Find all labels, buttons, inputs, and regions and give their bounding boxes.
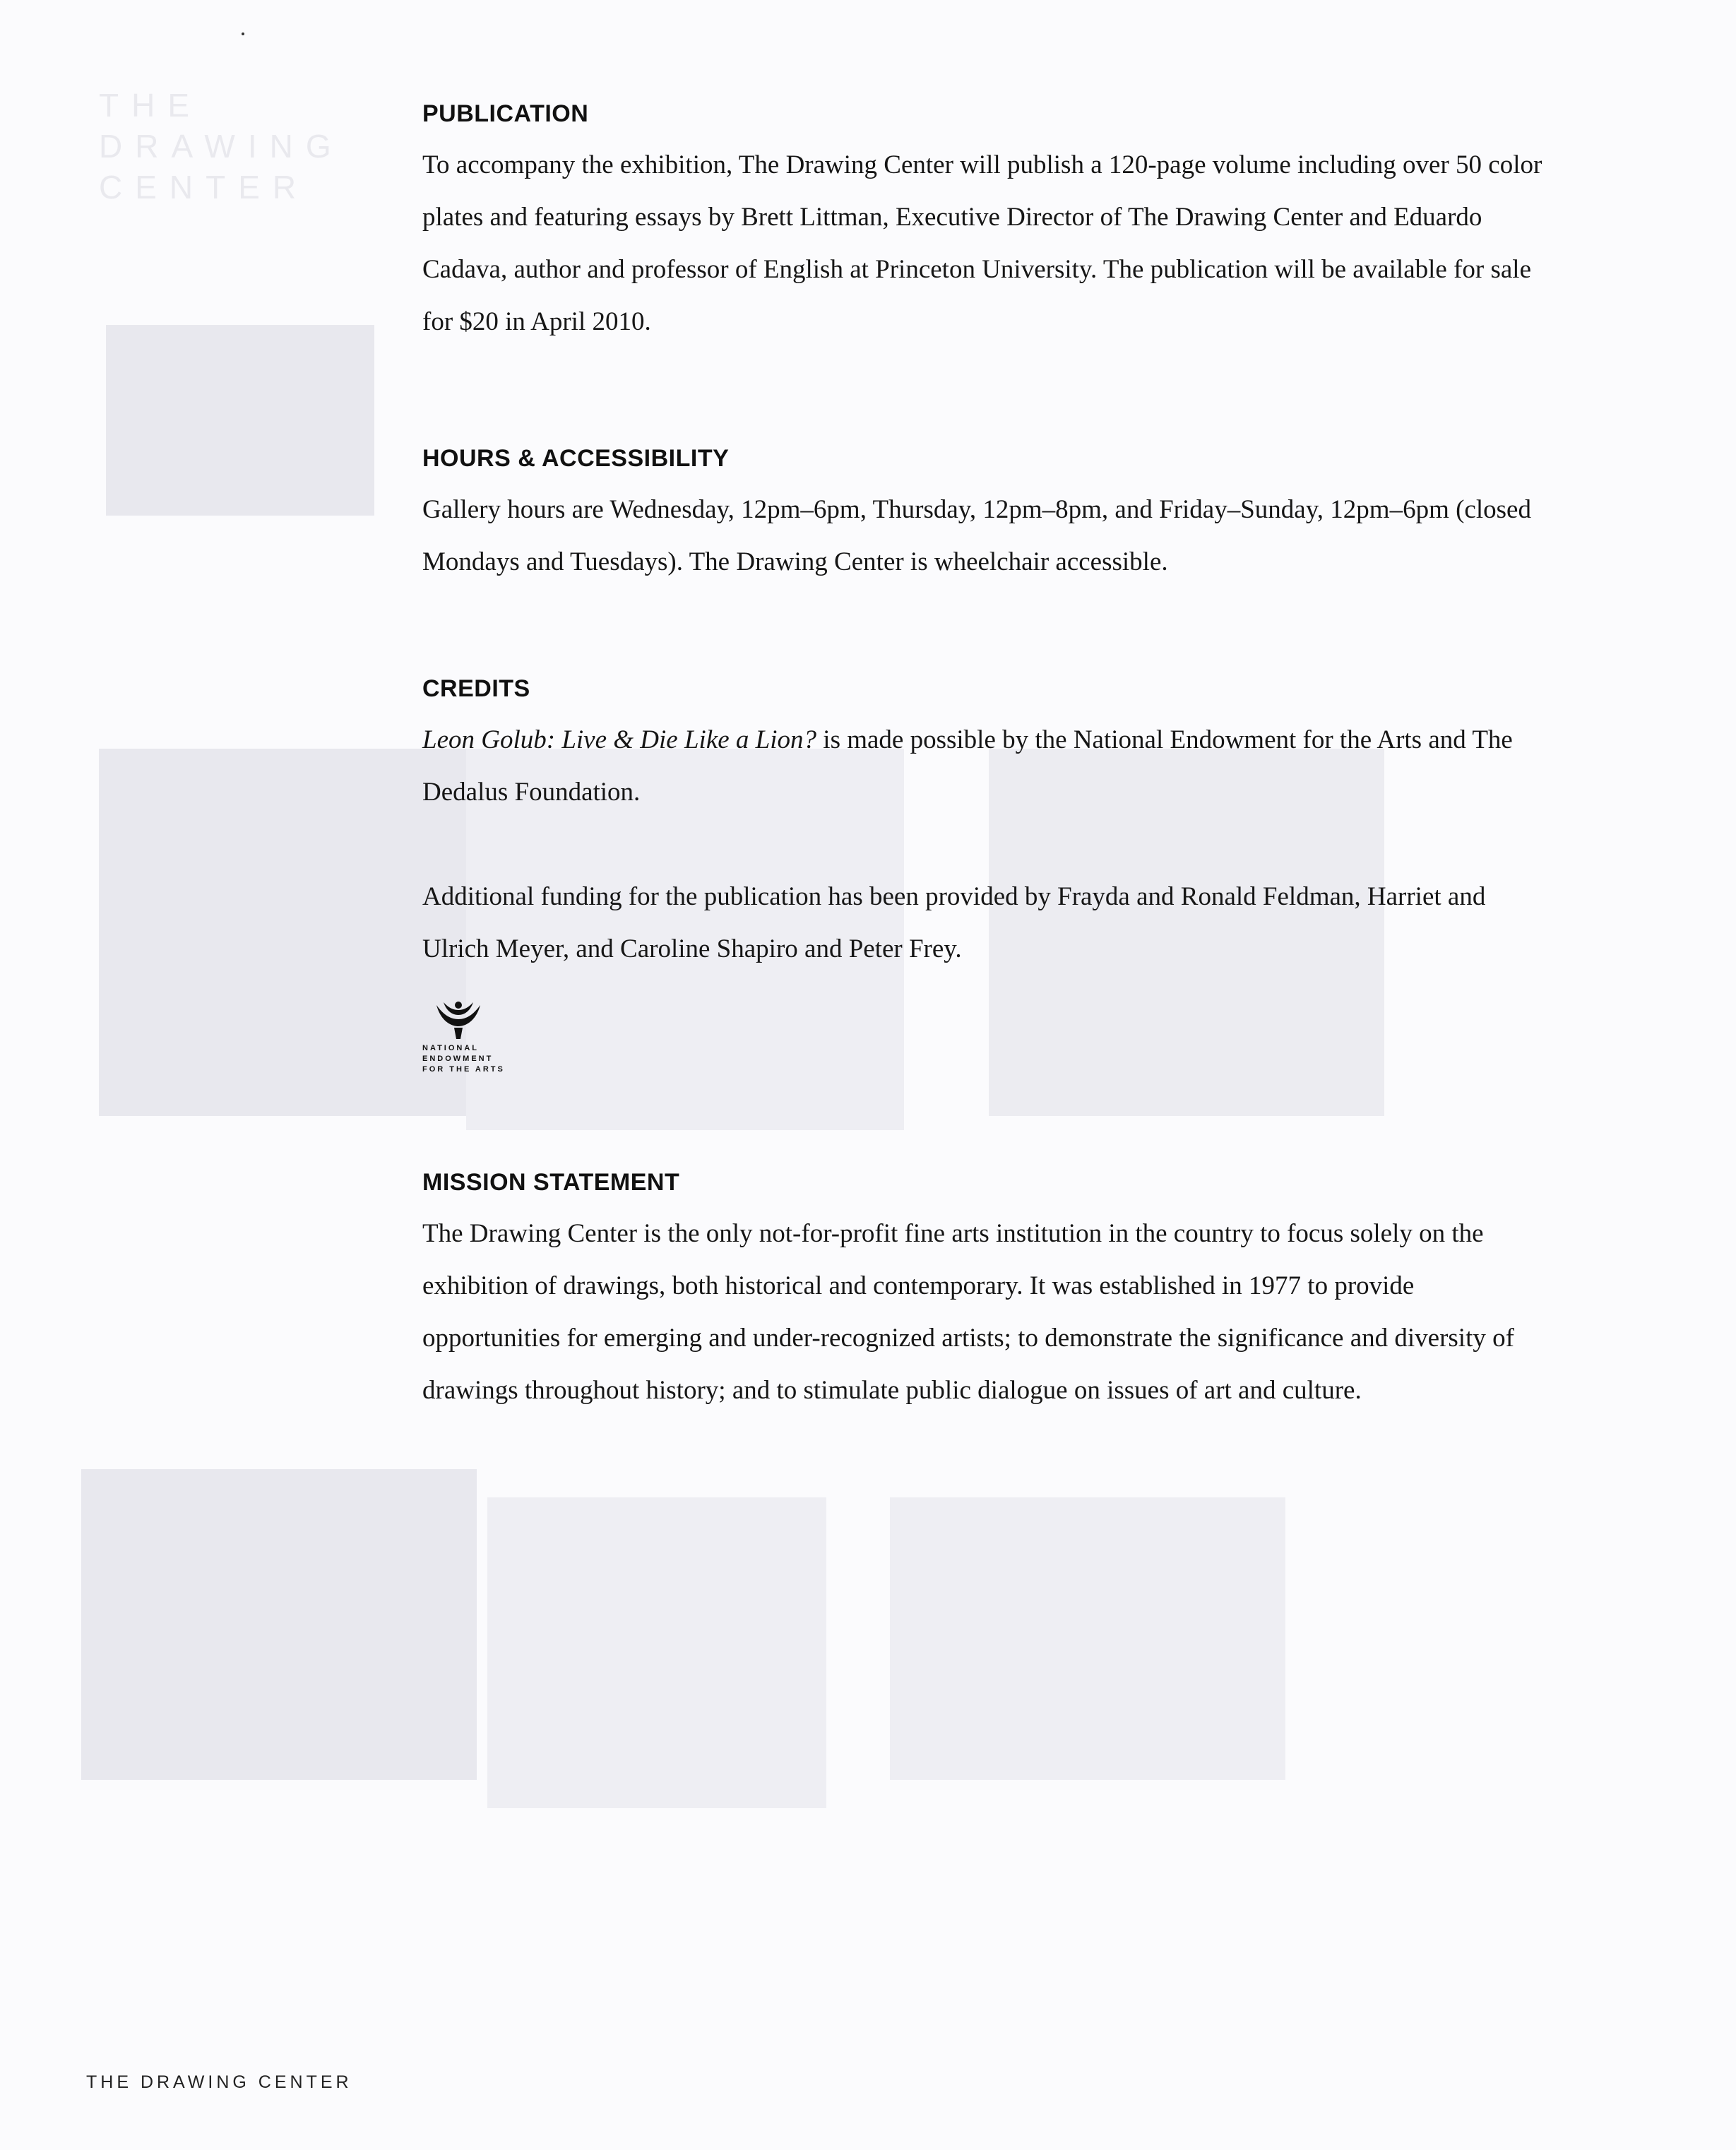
publication-section (422, 100, 1552, 348)
credits-body-rest: is made possible by the National Endowment for the Arts and The Dedalus Foundation. (422, 725, 1513, 807)
mission-body: The Drawing Center is the only not-for-profit fine arts institution in the country to focus solely on the exhibition of drawings, both historical and contemporary. It was established in 1977 to provide opportunities for emerging and under-recognized artists; to demonstrate the significance and diversity of drawings throughout history; and to stimulate public dialogue on issues of art and culture. (422, 1219, 1514, 1405)
bleed-through-image (81, 1469, 477, 1780)
publication-heading: PUBLICATION (422, 100, 589, 127)
hours-section (422, 445, 1552, 588)
footer-wordmark: THE DRAWING CENTER (86, 2072, 352, 2092)
bleed-through-image (106, 325, 374, 516)
nea-logo-line: ENDOWMENT (422, 1055, 494, 1063)
nea-logo-text (422, 1043, 535, 1075)
exhibition-title: Leon Golub: Live & Die Like a Lion? (422, 725, 817, 754)
nea-logo (422, 1001, 535, 1075)
credits-body (422, 714, 1552, 819)
credits-section (422, 675, 1552, 975)
bleed-through-image (487, 1497, 826, 1808)
credits-heading: CREDITS (422, 675, 530, 702)
funding-body: Additional funding for the publication has been provided by Frayda and Ronald Feldman, Harriet and Ulrich Meyer, and Caroline Shapiro and Peter Frey. (422, 882, 1486, 963)
mission-section (422, 1169, 1552, 1417)
mission-heading: MISSION STATEMENT (422, 1169, 680, 1196)
nea-logo-line: NATIONAL (422, 1044, 480, 1052)
bleed-through-image (99, 749, 466, 1116)
hours-heading: HOURS & ACCESSIBILITY (422, 445, 730, 472)
bleed-through-logo: THE DRAWING CENTER (99, 87, 344, 206)
nea-logo-icon (435, 1001, 482, 1040)
publication-body: To accompany the exhibition, The Drawing Center will publish a 120-page volume including over 50 color plates and featuring essays by Brett Littman, Executive Director of The Drawing Center and Eduardo Cadava, author and professor of English at Princeton University. The publication will be available for sale for $20 in April 2010. (422, 150, 1542, 336)
bleed-through-image (890, 1497, 1285, 1780)
speck (242, 32, 244, 35)
hours-body: Gallery hours are Wednesday, 12pm–6pm, Thursday, 12pm–8pm, and Friday–Sunday, 12pm–6pm (closed Mondays and Tuesdays). The Drawing Center is wheelchair accessible. (422, 495, 1531, 576)
nea-logo-line: FOR THE ARTS (422, 1065, 505, 1074)
